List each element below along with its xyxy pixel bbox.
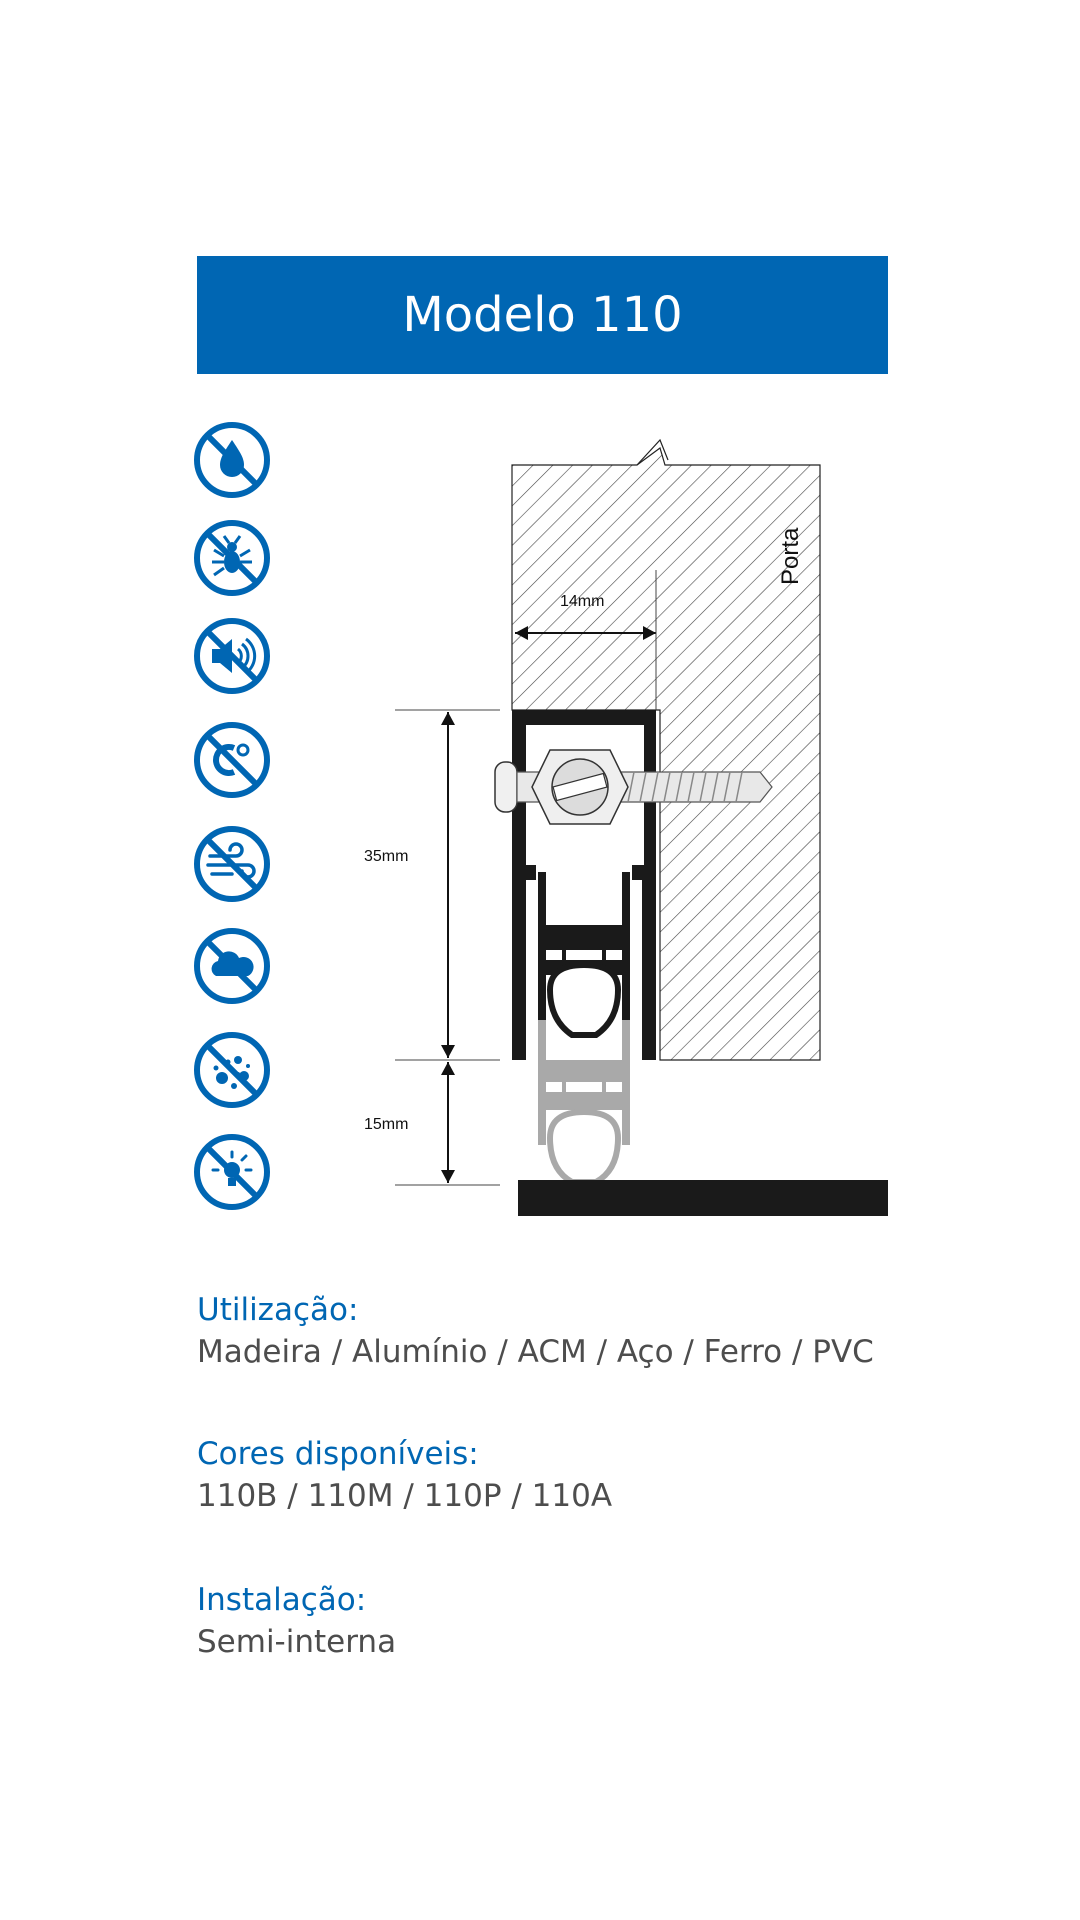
height-dim-lower-label: 15mm [364, 1116, 409, 1133]
info-heading-installation: Instalação: [197, 1582, 367, 1618]
no-light-icon [192, 1132, 272, 1212]
info-usage [197, 1290, 874, 1374]
door-seal-section-diagram [360, 420, 900, 1240]
info-heading-colors: Cores disponíveis: [197, 1436, 479, 1472]
floor [518, 1180, 888, 1216]
no-dust-cloud-icon [192, 926, 272, 1006]
no-wind-icon [192, 824, 272, 904]
no-particles-icon [192, 1030, 272, 1110]
info-value-colors: 110B / 110M / 110P / 110A [197, 1478, 613, 1514]
model-title-banner [197, 256, 888, 374]
info-installation [197, 1580, 396, 1664]
model-title: Modelo 110 [402, 287, 683, 343]
info-heading-usage: Utilização: [197, 1292, 359, 1328]
width-dim-label: 14mm [560, 593, 605, 610]
no-water-drop-icon [192, 420, 272, 500]
height-dim-upper-label: 35mm [364, 848, 409, 865]
info-value-usage: Madeira / Alumínio / ACM / Aço / Ferro / PVC [197, 1334, 874, 1370]
no-insect-icon [192, 518, 272, 598]
info-value-installation: Semi-interna [197, 1624, 397, 1660]
door-label: Porta [777, 527, 804, 585]
info-colors [197, 1434, 612, 1518]
no-temperature-icon [192, 720, 272, 800]
sound-blocking-icon [192, 616, 272, 696]
